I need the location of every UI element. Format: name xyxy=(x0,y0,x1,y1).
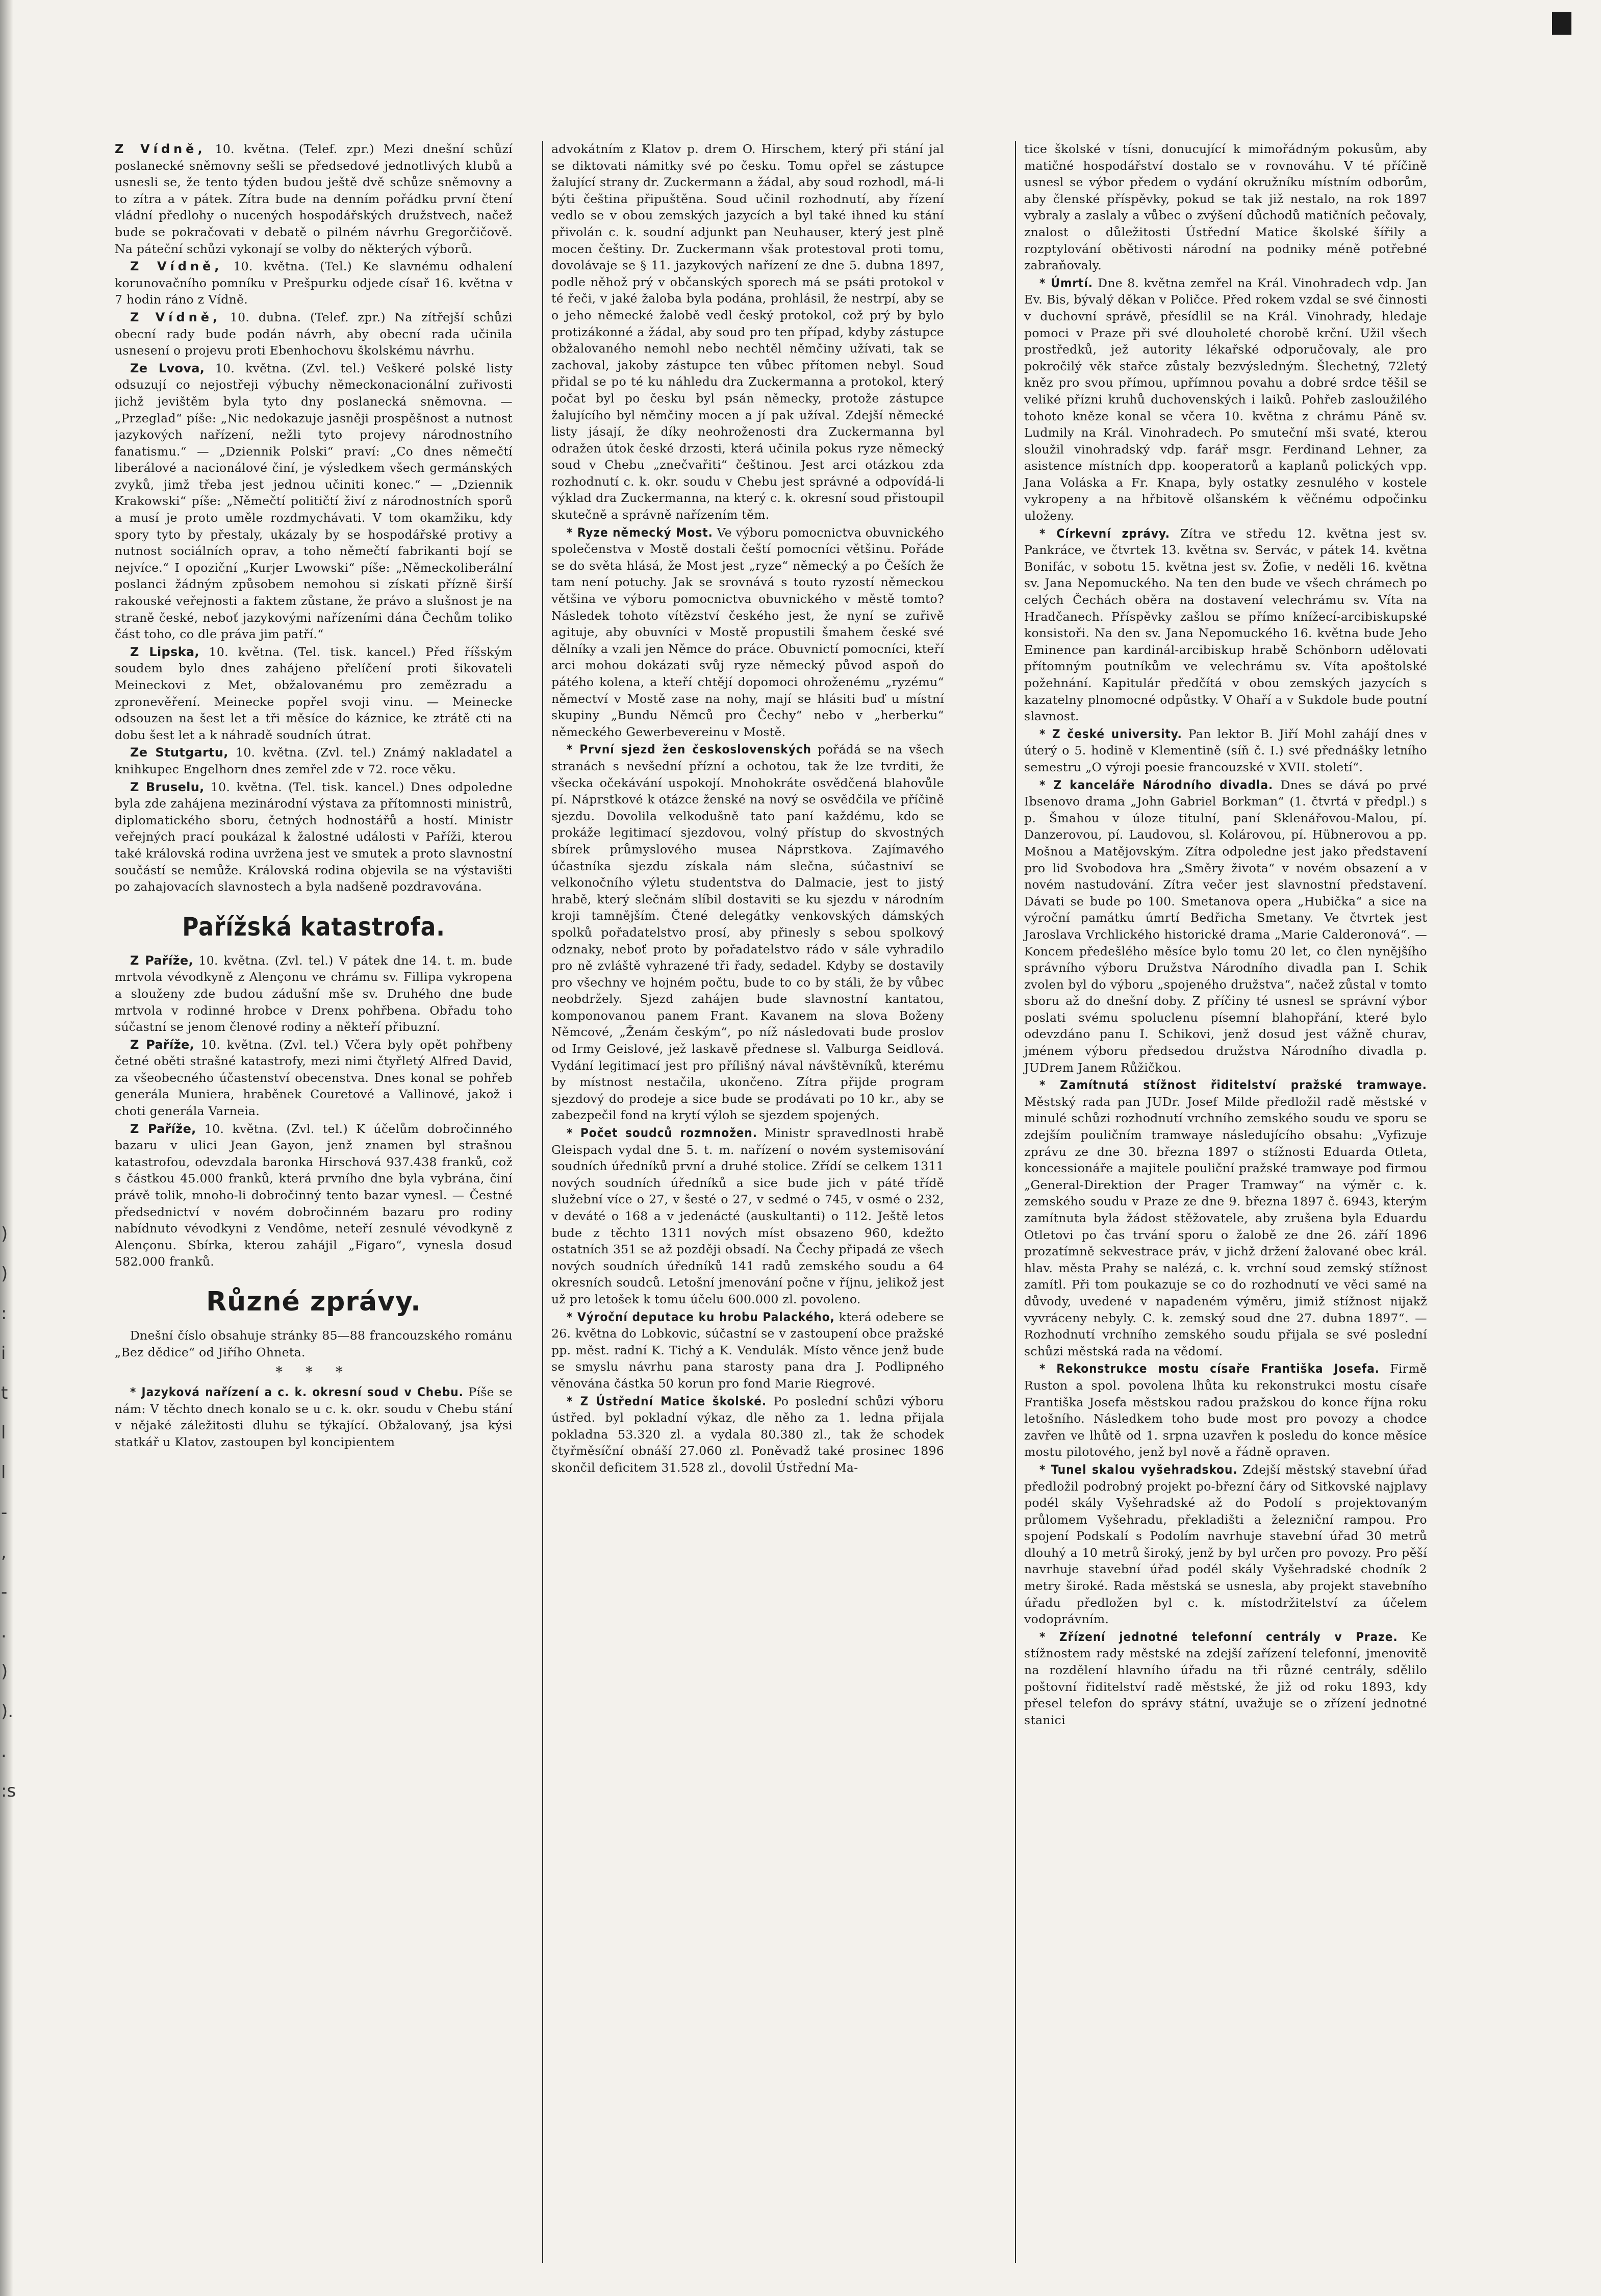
article-body: tice školské v tísni, donucující k mimořádným pokusům, aby matičné hospodářství dostalo se v rovnováhu. V té příčině usnesl se výbor předem o vydání okružníku místním odborům, aby členské příspěvky, pokud se tak již nestalo, na rok 1897 vybraly a zaslaly a vůbec o zvýšení důchodů matičních pečovaly, znalost o důležitosti Ústřední Matice školské šířily a rozptylování obětivosti národní na podniky méně potřebné zabraňovaly. xyxy=(1024,142,1427,273)
article-judges xyxy=(551,1125,944,1308)
article-body: Ve výboru pomocnictva obuvnického společenstva v Mostě dostali čeští pomocníci většinu. Pořáde se do světa hlásá, že Most jest „ryze“ německý a po Češích že tam není potuchy. Jak se srovnává s touto ryzostí německou většina ve výboru pomocnictva obuvnického v městě tomto? Následek tohoto vítězství českého jest, že nyní se zuřivě agituje, aby obuvníci v Mostě propustili šmahem české své dělníky a vzali jen Němce do práce. Obuvnictí pomocníci, kteří arci mohou dokázati svůj ryze německý původ aspoň do pátého kolena, a kteří chtějí dopomoci ohroženému „ryzému“ němectví v Mostě zase na nohy, mají se hlásiti buď u místní skupiny „Bundu Němců pro Čechy“ nebo v „herberku“ německého Gewerbevereinu v Mostě. xyxy=(551,525,944,739)
article-dateline: Z Paříže, xyxy=(130,1121,196,1136)
article-heading: * Rekonstrukce mostu císaře Františka Josefa. xyxy=(1039,1361,1380,1376)
article-heading: * Z Ústřední Matice školské. xyxy=(567,1394,767,1408)
article-heading: * Počet soudců rozmnožen. xyxy=(567,1126,757,1141)
article-tramway-complaint xyxy=(1024,1077,1427,1359)
column-1 xyxy=(115,141,513,2263)
section-title-paris-catastrophe: Pařížská katastrofa. xyxy=(182,912,445,942)
article-dateline: Z Vídně, xyxy=(130,310,221,324)
margin-marks: ) ) : i t l l - , - . ) ). . :s xyxy=(1,1224,16,1801)
article-heading: * Úmrtí. xyxy=(1039,275,1093,290)
article-body: 10. května. (Zvl. tel.) V pátek dne 14. t. m. bude mrtvola vévodkyně z Alençonu ve chrámu sv. Fillipa vykropena a slouženy zde budou zádušní mše sv. Druhého dne bude mrtvola v rodinné hrobce v Drenx pohřbena. Obřadu toho súčastní se jenom členové rodiny a někteří přibuzní. xyxy=(115,953,513,1035)
article-body: 10. května. (Zvl. tel.) K účelům dobročinného bazaru v ulici Jean Gayon, jenž znamen byl strašnou katastrofou, odevzdala baronka Hirschová 937.438 franků, což s částkou 45.000 franků, která prvního dne byla vybrána, činí právě tolik, mnoho-li dobročinný tento bazar vynesl. — Čestné předsednictví v novém dobročinném bazaru pro rodiny nabídnuto vévodkyni z Vendôme, neteří zesnulé vévodkyně z Alençonu. Sbírka, kterou zahájil „Figaro“, vynesla dosud 582.000 franků. xyxy=(115,1121,513,1269)
article-bridge-reconstruction xyxy=(1024,1360,1427,1460)
article-most xyxy=(551,524,944,741)
article-cheb-court xyxy=(115,1384,513,1450)
article-dateline: Ze Stutgartu, xyxy=(130,745,228,760)
article-body: Zdejší městský stavební úřad předložil podrobný projekt po-březní čáry od Sitkovské najplavy podél skály Vyšehradské až do Podolí s projektovaným průlomem Vyšehradu, překladišti a železniční rampou. Pro spojení Podskalí s Podolím navrhuje stavební úřad 30 metrů dlouhý a 10 metrů široký, jenž by byl určen pro povozy. Pro pěší navrhuje stavební úřad podél skály Vyšehradské chodník 2 metry široké. Rada městská se usnesla, aby projekt stavebního úřadu předložen byl c. k. místodržitelství za účelem vodoprávním. xyxy=(1024,1462,1427,1627)
article-telephone-exchange xyxy=(1024,1629,1427,1729)
article-dateline: Z Paříže, xyxy=(130,953,193,968)
article-body: Ministr spravedlnosti hrabě Gleispach vydal dne 5. t. m. nařízení o novém systemisování soudních úředníků první a druhé stolice. Zřídí se celkem 1311 nových soudních úředníků a sice bude jich v páté třídě služební více o 27, v šesté o 27, v sedmé o 745, v osmé o 232, v deváté o 168 a v jedenácté (auskultanti) o 112. Ještě letos bude z těchto 1311 nových míst obsazeno 960, kdežto ostatních 351 se až později obsadí. Na Čechy připadá ze všech nových soudních úředníků 141 radů zemského soudu a 64 okresních soudců. Letošní jmenování počne v říjnu, jelikož jest už pro letošek k tomu účelu 600.000 zl. povoleno. xyxy=(551,1126,944,1306)
article-stuttgart xyxy=(115,744,513,777)
corner-registration-mark xyxy=(1552,12,1571,35)
column-2 xyxy=(542,141,944,2263)
article-vysehrad-tunnel xyxy=(1024,1461,1427,1628)
article-heading: * Zamítnutá stížnost řiditelství pražské tramwaye. xyxy=(1039,1078,1427,1093)
article-heading: * Jazyková nařízení a c. k. okresní soud v Chebu. xyxy=(130,1385,464,1400)
article-heading: * Z české university. xyxy=(1039,726,1182,741)
article-national-theatre xyxy=(1024,777,1427,1076)
article-body: 10. května. (Tel. tisk. kancel.) Před říšským soudem bylo dnes zahájeno přelíčení proti šikovateli Meineckovi z Met, obžalovanému pro zemězradu a zpronevěření. Meinecke popřel svoji vinu. — Meinecke odsouzen na šest let a tři měsíce do káznice, ke ztrátě cti na dobu šest let a k náhradě soudních útrat. xyxy=(115,644,513,742)
article-body: pořádá se na všech stranách s nevšední přízní a ochotou, tak že lze tvrditi, že všecka očekávání uspokojí. Mnohokráte osvědčená blahovůle pí. Náprstkové k otázce ženské na nový se osvědčila ve příčině sjezdu. Dovolila velkodušně tato paní každému, kdo se prokáže legitimací sjezdovou, volný přístup do skvostných sbírek průmyslového musea Náprstkova. Zajímavého účastníka sjezdu získala nám slečna, súčastniví se velkonočního výletu studentstva do Dalmacie, jest to jistý hrabě, který slečnám slíbil dostaviti se ku sjezdu v národním kroji tamnějším. Čtené delegátky venkovských dámských spolků pořadatelstvo prosí, aby přinesly s sebou spolkový odznaky, neboť proto by pořadatelstvo rádo v sále vyhradilo pro ně zvláště vyhrazené tři řady, sedadel. Kdyby se dostavily pro všechny ve hojném počtu, bude to co by stáli, že by vůbec neobdržely. Sjezd zahájen bude slavnostní kantatou, komponovanou panem Frant. Kavanem na slova Boženy Němcové, „Ženám českým“, po níž následovati bude proslov od Irmy Geislové, jež laskavě přednese sl. Valburga Seidlová. Vydání legitimací jest pro přílišný nával návštěvníků, kterému by místnost nestačila, ukončeno. Zítra přijde program sjezdový do prodeje a sice bude se prodávati po 10 kr., aby se zabezpečil fond na krytí výloh se sjezdem spojených. xyxy=(551,742,944,1123)
article-body: Městský rada pan JUDr. Josef Milde předložil radě městské v minulé schůzi rozhodnutí vrchního zemského soudu ve sporu se zdejším pouličním tramwaye následujícího obsahu: „Vyfizuje zprávu ze dne 30. března 1897 o stížnosti Eduarda Otleta, koncessionáře a majitele pouliční pražské tramwaye pod firmou „General-Direktion der Prager Tramway“ na výměr c. k. zemského soudu v Praze ze dne 9. března 1897 č. 6943, kterým zamítnuta byla žádost stěžovatele, aby zrušena byla Eduardu Otletovi po čas trvání sporu o žalobě ze dne 26. září 1896 prozatímně sekvestrace práv, v jichž držení žalované obec král. hlav. města Prahy se nalézá, c. k. vrchní soud zemský stížnost zamítl. Při tom poukazuje se co do rozhodnutí ve věci samé na důvody, uvedené v napadeném výměru, jimiž stížnost nijakž vyvráceny nebyly. C. k. zemský soud dne 27. dubna 1897“. — Rozhodnutí vrchního zemského soudu přijala se své poslední schůzi městská rada na vědomí. xyxy=(1024,1094,1427,1358)
article-body: advokátním z Klatov p. drem O. Hirschem, který při stání jal se diktovati námitky své po česku. Tomu opřel se zástupce žalující strany dr. Zuckermann a žádal, aby soud rozhodl, má-li býti čeština připuštěna. Soud učinil rozhodnutí, aby řízení vedlo se v obou zemských jazycích a byl také ihned ku stání přivolán c. k. soudní adjunkt pan Neuhauser, který jest plně mocen češtiny. Dr. Zuckermann však protestoval proti tomu, dovolávaje se § 11. jazykových nařízení ze dne 5. dubna 1897, podle něhož prý v občanských sporech má se psáti protokol v té řeči, v jaké žaloba byla podána, prohlásil, že nestrpí, aby se o jeho německé žalobě vedl český protokol, což prý by bylo protizákonné a žádal, aby soud pro ten případ, kdyby zástupce obžalovaného nemohl nebo nechtěl němčiny užívati, tak se zachoval, jakoby zástupce ten vůbec přítomen nebyl. Soud přidal se po té ku náhledu dra Zuckermanna a protokol, který počat byl po česku byl psán německy, protože zástupce žalujícího byl němčiny mocen a jí pak užíval. Zdejší německé listy jásají, že díky neohroženosti dra Zuckermanna byl odražen útok české drzosti, která učinila pokus ryze německý soud v Chebu „znečvařiti“ češtinou. Jest arci otázkou zda rozhodnutí c. k. okr. soudu v Chebu jest správné a odpovídá-li výklad dra Zuckermanna, na který c. k. okresní soud přistoupil skutečně a správně nařízením těm. xyxy=(551,142,944,522)
article-obituary xyxy=(1024,275,1427,524)
article-brussels xyxy=(115,779,513,895)
article-heading: * Ryze německý Most. xyxy=(567,525,713,540)
separator-stars: * * * xyxy=(275,1364,352,1381)
article-heading: * Církevní zprávy. xyxy=(1039,526,1171,541)
article-body: 10. května. (Telef. zpr.) Mezi dnešní schůzí poslanecké sněmovny sešli se předsedové jednotlivých klubů a usnesli se, že tento týden budou ještě dvě schůze sněmovny a to zítra a v pátek. Zítra bude na denním pořádku první čtení vládní předlohy o nucených hospodářských družstvech, načež bude se pokračovati v debatě o pilném návrhu Gregorčičově. Na páteční schůzi vykonají se volby do některých výborů. xyxy=(115,142,513,256)
article-leipzig xyxy=(115,644,513,744)
article-body: Ke stížnostem rady městské na zdejší zařízení telefonní, jmenovitě na rozdělení hlavního úřadu na tři různé centrály, sdělilo poštovní řiditelství radě městské, že již od roku 1893, kdy přesel telefon do správy státní, uvažuje se o zřízení jednotné stanici xyxy=(1024,1629,1427,1727)
article-heading: * Zřízení jednotné telefonní centrály v Praze. xyxy=(1039,1629,1398,1644)
article-body: Po poslední schůzi výboru ústřed. byl pokladní výkaz, dle něho za 1. ledna přijala pokladna 53.320 zl. a vydala 80.380 zl., tak že schodek čtyřměsíční obnáší 27.060 zl. Poněvadž také prosinec 1896 skončil deficitem 31.528 zl., dovolil Ústřední Ma- xyxy=(551,1394,944,1475)
article-dateline: Z Vídně, xyxy=(115,142,206,156)
article-heading: * Tunel skalou vyšehradskou. xyxy=(1039,1462,1238,1477)
article-body: 10. května. (Tel. tisk. kancel.) Dnes odpoledne byla zde zahájena mezinárodní výstava za přítomnosti ministrů, diplomatického sboru, četných hodnostářů a hostí. Ministr veřejných prací poukázal k žalostné události v Paříži, kterou také královská rodina uvržena jest ve smutek a proto slavnostní součástí se nemůže. Královská rodina objevila se na výstavišti po zahajovacích slavnostech a byla nadšeně pozdravována. xyxy=(115,779,513,894)
article-dateline: Z Vídně, xyxy=(130,259,223,274)
article-heading: * První sjezd žen československých xyxy=(567,742,811,757)
article-novel-notice xyxy=(115,1327,513,1360)
article-dateline: Z Bruselu, xyxy=(130,779,205,794)
article-paris-1 xyxy=(115,952,513,1036)
article-body: 10. května. (Zvl. tel.) Včera byly opět pohřbeny četné oběti strašné katastrofy, mezi nimi čtyřletý Alfred David, za všeobecného účastenství obecenstva. Dnes konal se pohřeb generála Muniera, hraběnek Couretové a Vallinové, jakož i choti generála Varneia. xyxy=(115,1037,513,1119)
article-body: 10. dubna. (Telef. zpr.) Na zítřejší schůzi obecní rady bude podán návrh, aby obecní rada učinila usnesení o projevu proti Ebenhochovu školskému návrhu. xyxy=(115,310,513,358)
article-body: 10. května. (Tel.) Ke slavnému odhalení korunovačního pomníku v Prešpurku odjede císař 16. května v 7 hodin ráno z Vídně. xyxy=(115,259,513,307)
article-vienna-2 xyxy=(115,258,513,308)
article-heading: * Výroční deputace ku hrobu Palackého, xyxy=(567,1309,835,1324)
article-body: Dne 8. května zemřel na Král. Vinohradech vdp. Jan Ev. Bis, bývalý děkan v Poličce. Před rokem vzdal se své činnosti v duchovní správě, přesídlil se na Král. Vinohrady, hledaje pomoci v Praze při své dlouholeté chorobě krční. Užil všech prostředků, jež autority lékařské odporučovaly, ale pro pokročilý věk stařce zůstaly bezvýsledným. Šlechetný, 72letý kněz pro svou přímou, upřímnou povahu a dobré srdce těšil se veliké přízni kruhů duchovenských i laiků. Pohřeb zasloužilého tohoto kněze konal se včera 10. května z chrámu Páně sv. Ludmily na Král. Vinohradech. Po smuteční mši svaté, kterou sloužil vinohradský vdp. farář msgr. Ferdinand Lehner, za asistence místních dpp. kooperatorů a kaplanů polických vpp. Jana Voláska a Fr. Knapa, byly ostatky zesnulého v kostele vykropeny a na hřbitově olšanském k věčnému odpočinku uloženy. xyxy=(1024,275,1427,523)
column-3 xyxy=(1015,141,1427,2263)
article-body: Dnes se dává po prvé Ibsenovo drama „John Gabriel Borkman“ (1. čtvrtá v předpl.) s p. Šmahou v úloze titulní, paní Sklenářovou-Malou, pí. Danzerovou, pí. Laudovou, sl. Kolárovou, pí. Hübnerovou a pp. Mošnou a Matějovským. Zítra odpoledne jest jako představení pro lid Svobodova hra „Směry života“ v novém obsazení a v novém nastudování. Zítra večer jest slavnostní představení. Dávati se bude po 100. Smetanova opera „Hubička“ a sice na výroční památku úmrtí Bedřicha Smetany. Ve čtvrtek jest Jaroslava Vrchlického historické drama „Marie Calderonová“. — Koncem předešlého měsíce bylo tomu 20 let, co člen nynějšího správního výboru Družstva Národního divadla pan I. Schik zvolen byl do výboru „spojeného družstva“, načež zůstal v tomto sboru až do dnešní doby. Z příčiny té usnesl se správní výbor poslati svému spoluclenu písemní blahopřání, které bylo odevzdáno panu I. Schikovi, jenž dosud jest vážně churav, jménem výboru předsedou družstva Národního divadla p. JUDrem Janem Růžičkou. xyxy=(1024,777,1427,1075)
article-paris-2 xyxy=(115,1037,513,1120)
article-body: Dnešní číslo obsahuje stránky 85—88 francouzského románu „Bez dědice“ od Jiřího Ohneta. xyxy=(115,1328,513,1359)
scan-edge xyxy=(0,0,16,2296)
article-cheb-court-continued xyxy=(551,141,944,523)
article-university xyxy=(1024,726,1427,776)
article-paris-3 xyxy=(115,1121,513,1270)
article-body: 10. května. (Zvl. tel.) Veškeré polské listy odsuzují co nejostřeji výbuchy německonacionální zuřivosti jichž jevištěm byla tyto dny poslanecká sněmovna. — „Przeglad“ píše: „Nic nedokazuje jasněji prospěšnost a nutnost jazykových nařízení, nežli tyto projevy národnostního fanatismu.“ — „Dziennik Polski“ praví: „Co dnes němečtí liberálové a nacionálové činí, je výsledkem všech germánských zvyků, jimž třeba jest jednou učiniti konec.“ — „Dziennik Krakowski“ píše: „Němečtí političtí živí z národnostních sporů a musí je proto uměle rozdmychávati. V tom okamžiku, kdy spory tyto by přestaly, ukázaly by se hospodářské protivy a nutnost sociálních oprav, a toho němečtí fabrikanti bojí se nejvíce.“ I opoziční „Kurjer Lwowski“ píše: „Německoliberální poslanci žádným způsobem nemohou si získati přízně širší rakouské veřejnosti a faktem zůstane, že právo a slušnost je na straně české, neboť jazykovými nařízeními dána Čechům toliko část toho, co dle práva jim patří.“ xyxy=(115,361,513,642)
article-lvov xyxy=(115,360,513,643)
article-vienna-3 xyxy=(115,309,513,359)
article-body: která odebere se 26. května do Lobkovic, súčastní se v zastoupení obce pražské pp. měst. radní K. Tichý a K. Vendulák. Místo věnce jenž bude se smyslu návrhu pana starosty pana dra J. Podlipného věnována částka 50 korun pro fond Marie Riegrové. xyxy=(551,1309,944,1391)
article-church-news xyxy=(1024,525,1427,725)
section-title-various-news: Různé zprávy. xyxy=(206,1286,421,1317)
article-body: 10. května. (Zvl. tel.) Známý nakladatel a knihkupec Engelhorn dnes zemřel zde v 72. roce věku. xyxy=(115,745,513,776)
article-body: Píše se nám: V těchto dnech konalo se u c. k. okr. soudu v Chebu stání v nějaké záležitosti dluhu se týkající. Obžalovaný, jsa kýsi statkář u Klatov, zastoupen byl koncipientem xyxy=(115,1385,513,1449)
article-dateline: Z Lipska, xyxy=(130,644,199,659)
article-body: Pan lektor B. Jiří Mohl zahájí dnes v úterý o 5. hodině v Klementině (síň č. I.) své přednášky letního semestru „O výroji poesie francouzské v XVII. století“. xyxy=(1024,726,1427,774)
article-matice-continued xyxy=(1024,141,1427,274)
article-body: Zítra ve středu 12. května jest sv. Pankráce, ve čtvrtek 13. května sv. Servác, v pátek 14. května Bonifác, v sobotu 15. května jest sv. Žofie, v neděli 16. května sv. Jana Nepomuckého. Na ten den bude ve všech chrámech po celých Čechách oběra na dostavení velechrámu sv. Víta na Hradčanech. Příspěvky zašlou se přímo knížecí-arcibiskupské konsistoři. Na den sv. Jana Nepomuckého 16. května bude Jeho Eminence pan kardinál-arcibiskup hrabě Schönborn udělovati přítomným poutníkům ve velechrámu sv. Víta apoštolské požehnání. Kapitulár předčítá v obou zemských jazycích s kazatelny plnomocné odpůstky. V Ohaří a v Sukdole bude poutní slavnost. xyxy=(1024,526,1427,724)
article-heading: * Z kanceláře Národního divadla. xyxy=(1039,777,1274,792)
article-matice xyxy=(551,1393,944,1476)
article-palacky-deputation xyxy=(551,1309,944,1392)
article-dateline: Ze Lvova, xyxy=(130,361,205,375)
article-womens-congress xyxy=(551,741,944,1124)
article-body: Firmě Ruston a spol. povolena lhůta ku rekonstrukci mostu císaře Františka Josefa městskou radou pražskou do konce října roku letošního. Následkem toho bude most pro povozy a chodce zavřen ve lhůtě od 1. srpna uzavřen k posledu do konce měsíce mostu pilotového, jenž byl nově a řádně opraven. xyxy=(1024,1361,1427,1459)
article-vienna-1 xyxy=(115,141,513,257)
article-dateline: Z Paříže, xyxy=(130,1037,194,1052)
